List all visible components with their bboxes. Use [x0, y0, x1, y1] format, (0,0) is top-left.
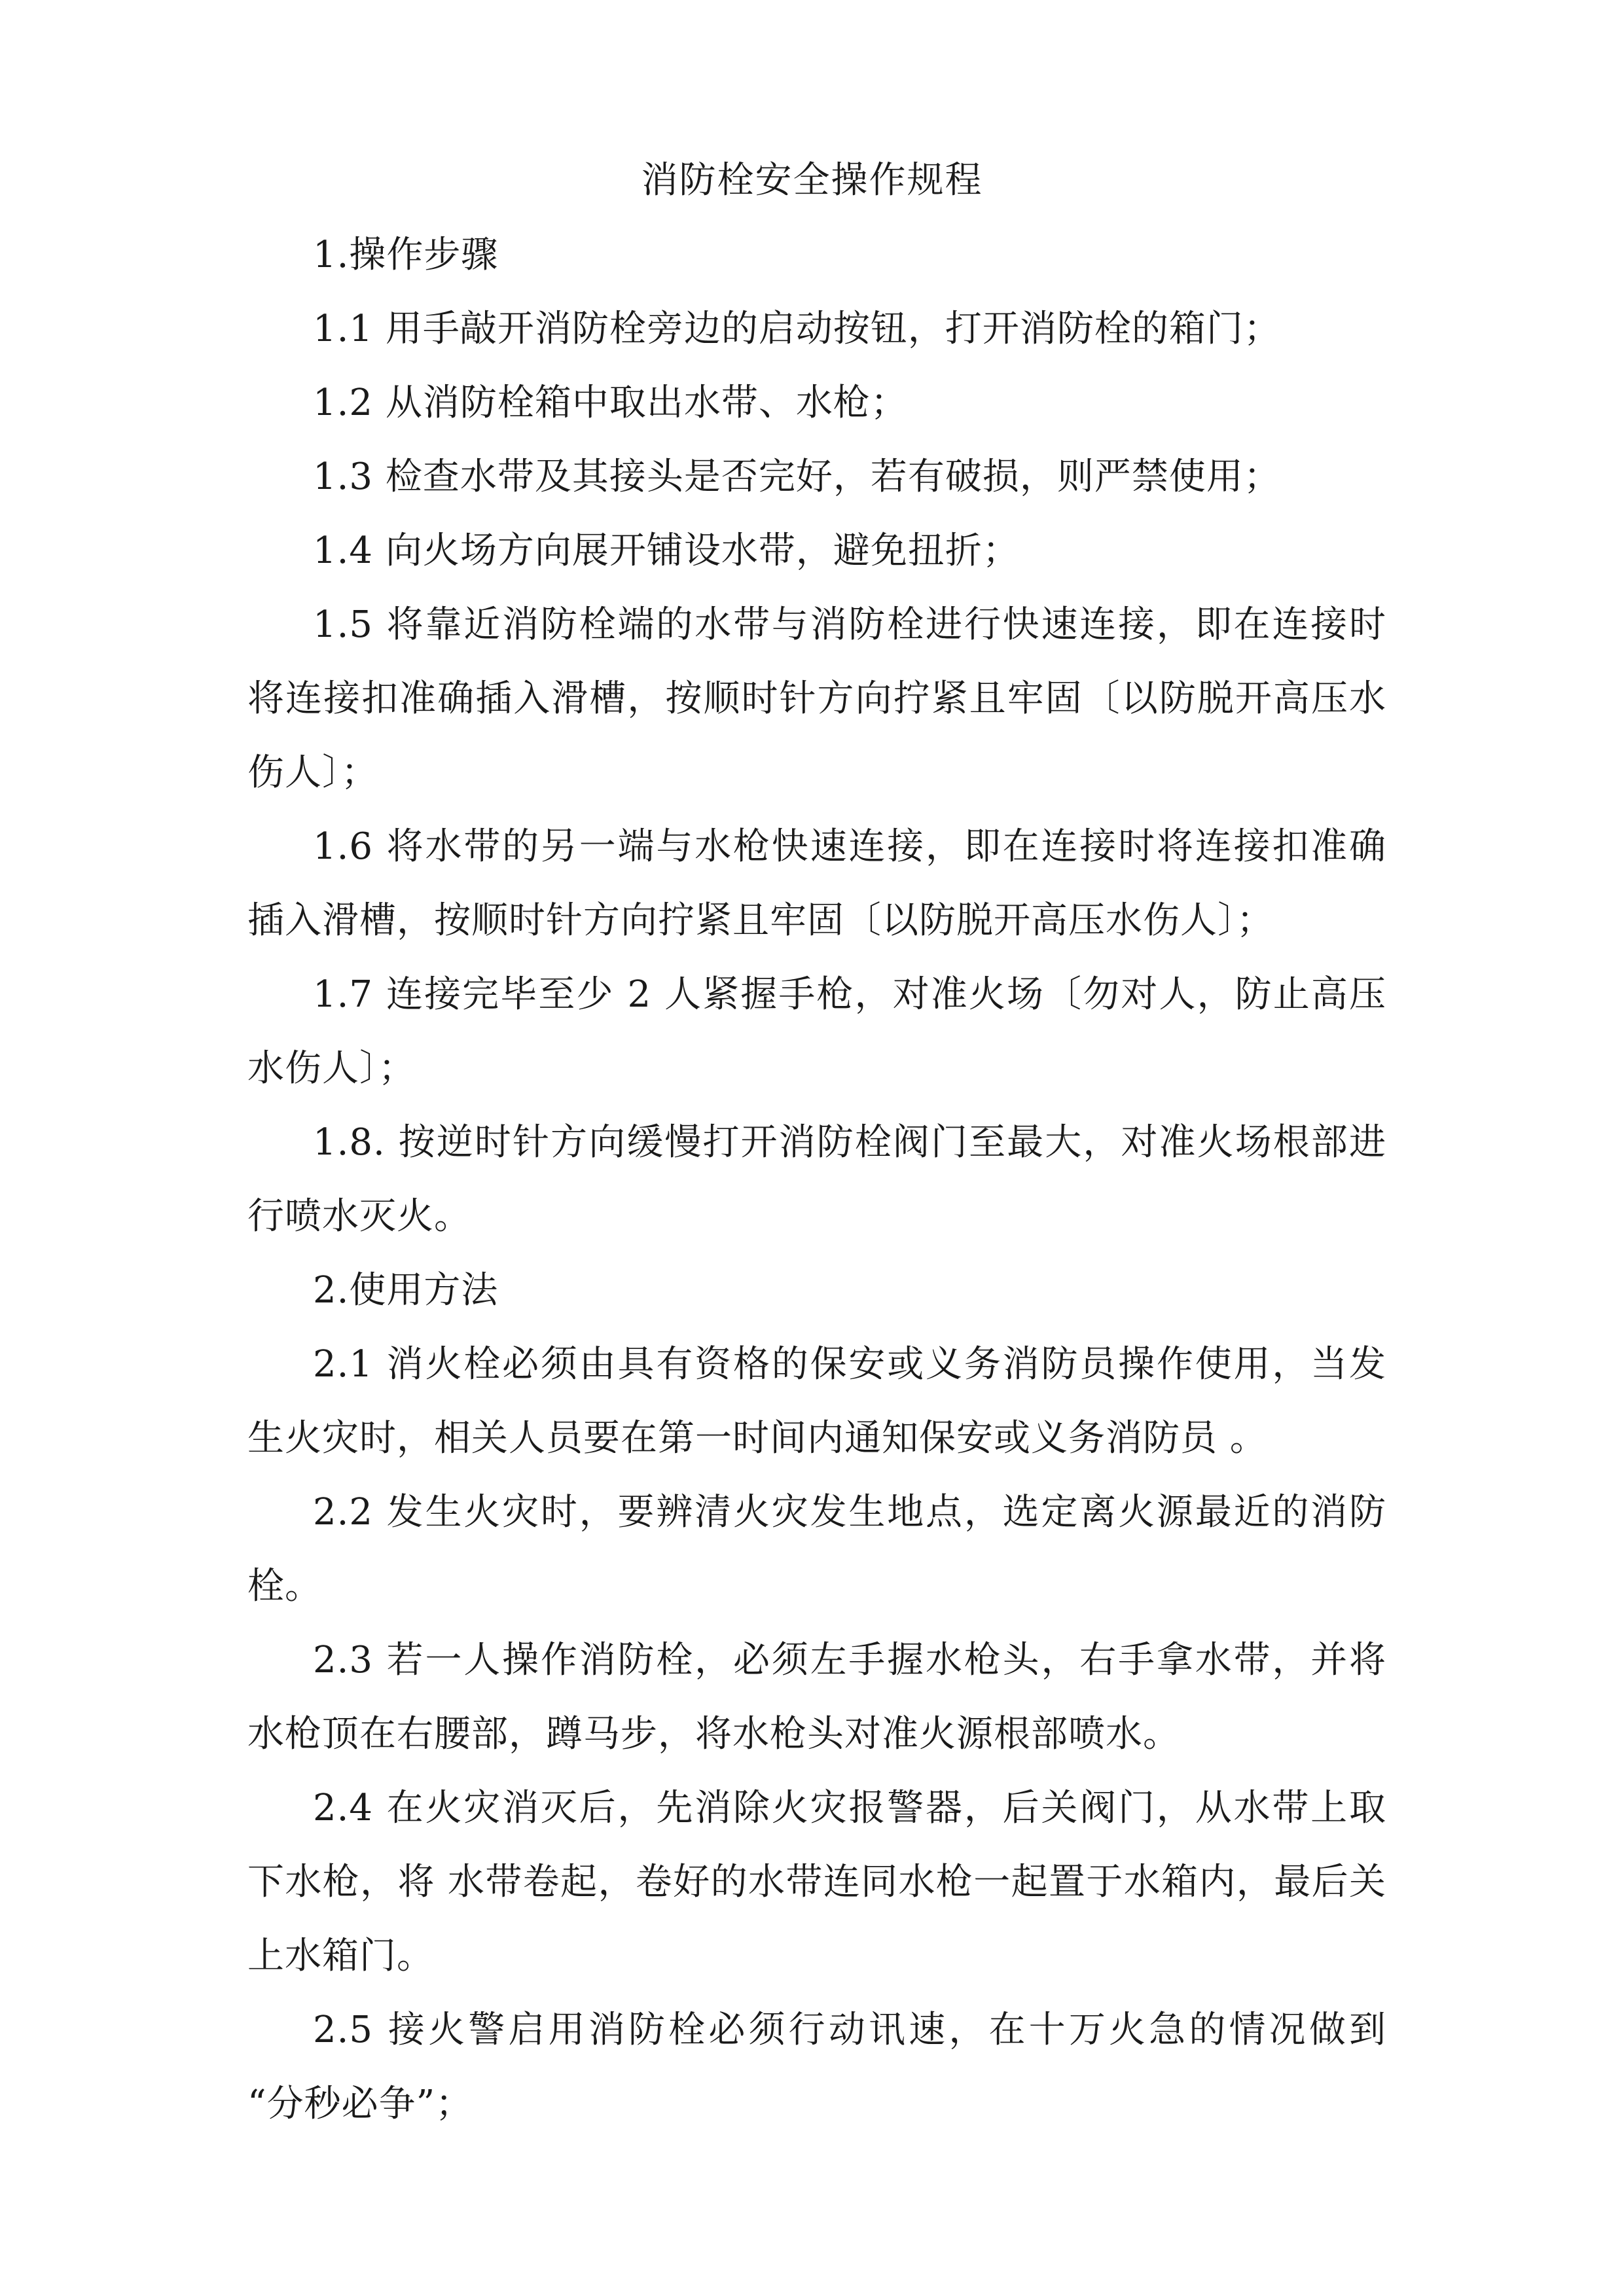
paragraph: 1.4 向火场方向展开铺设水带，避免扭折； [313, 529, 1020, 572]
document-body [247, 218, 1386, 2141]
paragraph: 2.1 消火栓必须由具有资格的保安或义务消防员操作使用，当发生火灾时，相关人员要在第一时间内通知保安或义务消防员 。 [247, 1343, 1386, 1460]
paragraph: 1.1 用手敲开消防栓旁边的启动按钮，打开消防栓的箱门； [313, 308, 1281, 350]
paragraph: 2.2 发生火灾时，要辨清火灾发生地点，选定离火源最近的消防栓。 [247, 1491, 1386, 1607]
paragraph: 1.5 将靠近消防栓端的水带与消防栓进行快速连接，即在连接时将连接扣准确插入滑槽，按顺时针方向拧紧且牢固〔以防脱开高压水伤人〕； [247, 603, 1386, 794]
paragraph: 1.2 从消防栓箱中取出水带、水枪； [313, 382, 908, 424]
paragraph: 1.8. 按逆时针方向缓慢打开消防栓阀门至最大，对准火场根部进行喷水灭火。 [247, 1121, 1386, 1238]
document-title: 消防栓安全操作规程 [641, 159, 983, 202]
paragraph: 2.3 若一人操作消防栓，必须左手握水枪头，右手拿水带，并将水枪顶在右腰部，蹲马步，将水枪头对准火源根部喷水。 [247, 1639, 1386, 1755]
paragraph: 1.3 检查水带及其接头是否完好，若有破损，则严禁使用； [313, 456, 1281, 498]
paragraph: 2.4 在火灾消灭后，先消除火灾报警器，后关阀门，从水带上取下水枪，将 水带卷起，卷好的水带连同水枪一起置于水箱内，最后关上水箱门。 [247, 1787, 1386, 1977]
paragraph: 1.7 连接完毕至少 2 人紧握手枪，对准火场〔勿对人，防止高压水伤人〕； [247, 973, 1386, 1090]
paragraph: 2.5 接火警启用消防栓必须行动讯速，在十万火急的情况做到 “分秒必争”； [247, 2009, 1386, 2125]
heading-usage-method: 2.使用方法 [313, 1269, 499, 1312]
paragraph: 1.6 将水带的另一端与水枪快速连接，即在连接时将连接扣准确插入滑槽，按顺时针方向拧紧且牢固〔以防脱开高压水伤人〕； [247, 825, 1386, 942]
heading-operation-steps: 1.操作步骤 [313, 234, 499, 276]
